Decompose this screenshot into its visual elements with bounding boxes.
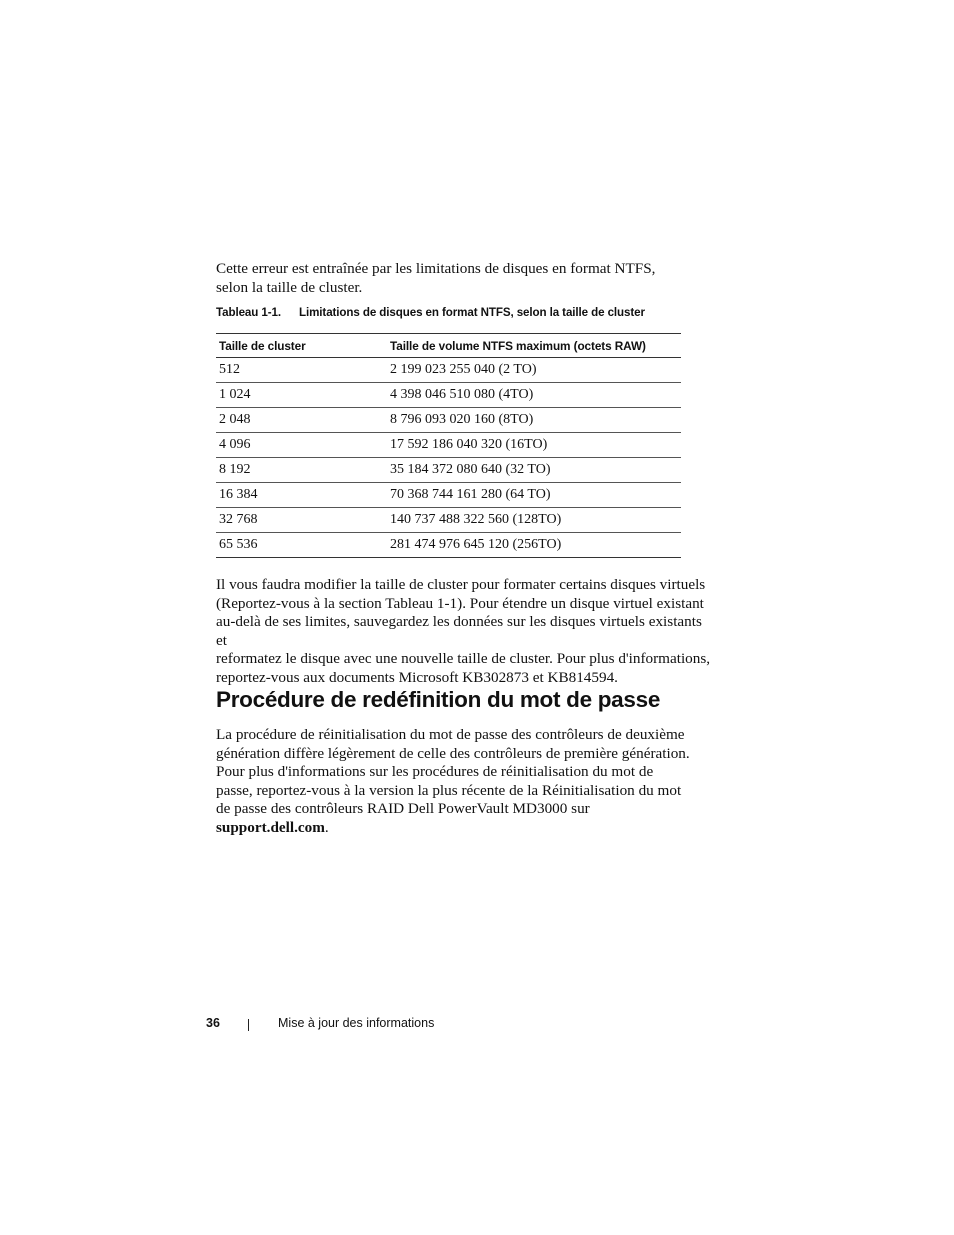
- page-number: 36: [206, 1016, 220, 1030]
- table-row: [216, 458, 681, 483]
- cell-cluster-size: 16 384: [216, 483, 387, 508]
- cell-max-volume: 17 592 186 040 320 (16TO): [387, 433, 681, 458]
- cell-cluster-size: 2 048: [216, 408, 387, 433]
- cell-max-volume: 4 398 046 510 080 (4TO): [387, 383, 681, 408]
- cell-max-volume: 140 737 488 322 560 (128TO): [387, 508, 681, 533]
- table-row: [216, 433, 681, 458]
- section-heading: Procédure de redéfinition du mot de passe: [216, 687, 661, 712]
- cell-max-volume: 35 184 372 080 640 (32 TO): [387, 458, 681, 483]
- table-caption: [216, 306, 645, 319]
- cell-max-volume: 2 199 023 255 040 (2 TO): [387, 358, 681, 383]
- header-cluster-size: Taille de cluster: [216, 334, 387, 358]
- table-row: [216, 533, 681, 558]
- password-reset-paragraph: [216, 726, 716, 838]
- support-link[interactable]: support.dell.com: [216, 818, 325, 836]
- cell-cluster-size: 4 096: [216, 433, 387, 458]
- table-caption-label: Tableau 1-1.: [216, 306, 281, 319]
- footer-title: Mise à jour des informations: [278, 1016, 435, 1030]
- table-row: [216, 508, 681, 533]
- cell-cluster-size: 1 024: [216, 383, 387, 408]
- cell-max-volume: 281 474 976 645 120 (256TO): [387, 533, 681, 558]
- password-reset-text: La procédure de réinitialisation du mot de passe des contrôleurs de deuxième génération diffère légèrement de celle des contrôleurs de première génération. Pour plus d'informations sur les procédures de réinitialisation du mot de passe, reportez-vous à la version la plus récente de la Réinitialisation du mot de passe des contrôleurs RAID Dell PowerVault MD3000 sur: [216, 726, 690, 818]
- cluster-resize-paragraph: Il vous faudra modifier la taille de cluster pour formater certains disques virtuels (Reportez-vous à la section Tableau 1-1). Pour étendre un disque virtuel existant au-delà de ses limites, sauvegardez les données sur les disques virtuels existants et reformatez le disque avec une nouvelle taille de cluster. Pour plus d'informations, reportez-vous aux documents Microsoft KB302873 et KB814594.: [216, 576, 711, 686]
- cell-cluster-size: 8 192: [216, 458, 387, 483]
- password-reset-end: .: [324, 818, 329, 836]
- table-header-row: [216, 334, 681, 358]
- cell-cluster-size: 65 536: [216, 533, 387, 558]
- table-row: [216, 358, 681, 383]
- table-row: [216, 483, 681, 508]
- cell-max-volume: 8 796 093 020 160 (8TO): [387, 408, 681, 433]
- ntfs-limits-table: [216, 333, 681, 558]
- cell-max-volume: 70 368 744 161 280 (64 TO): [387, 483, 681, 508]
- cell-cluster-size: 512: [216, 358, 387, 383]
- cell-cluster-size: 32 768: [216, 508, 387, 533]
- header-max-volume-size: Taille de volume NTFS maximum (octets RAW): [387, 334, 681, 358]
- table-row: [216, 408, 681, 433]
- intro-paragraph: Cette erreur est entraînée par les limitations de disques en format NTFS, selon la taille de cluster.: [216, 260, 656, 296]
- table-row: [216, 383, 681, 408]
- footer-separator: [248, 1019, 249, 1031]
- table-caption-title: Limitations de disques en format NTFS, selon la taille de cluster: [299, 306, 645, 319]
